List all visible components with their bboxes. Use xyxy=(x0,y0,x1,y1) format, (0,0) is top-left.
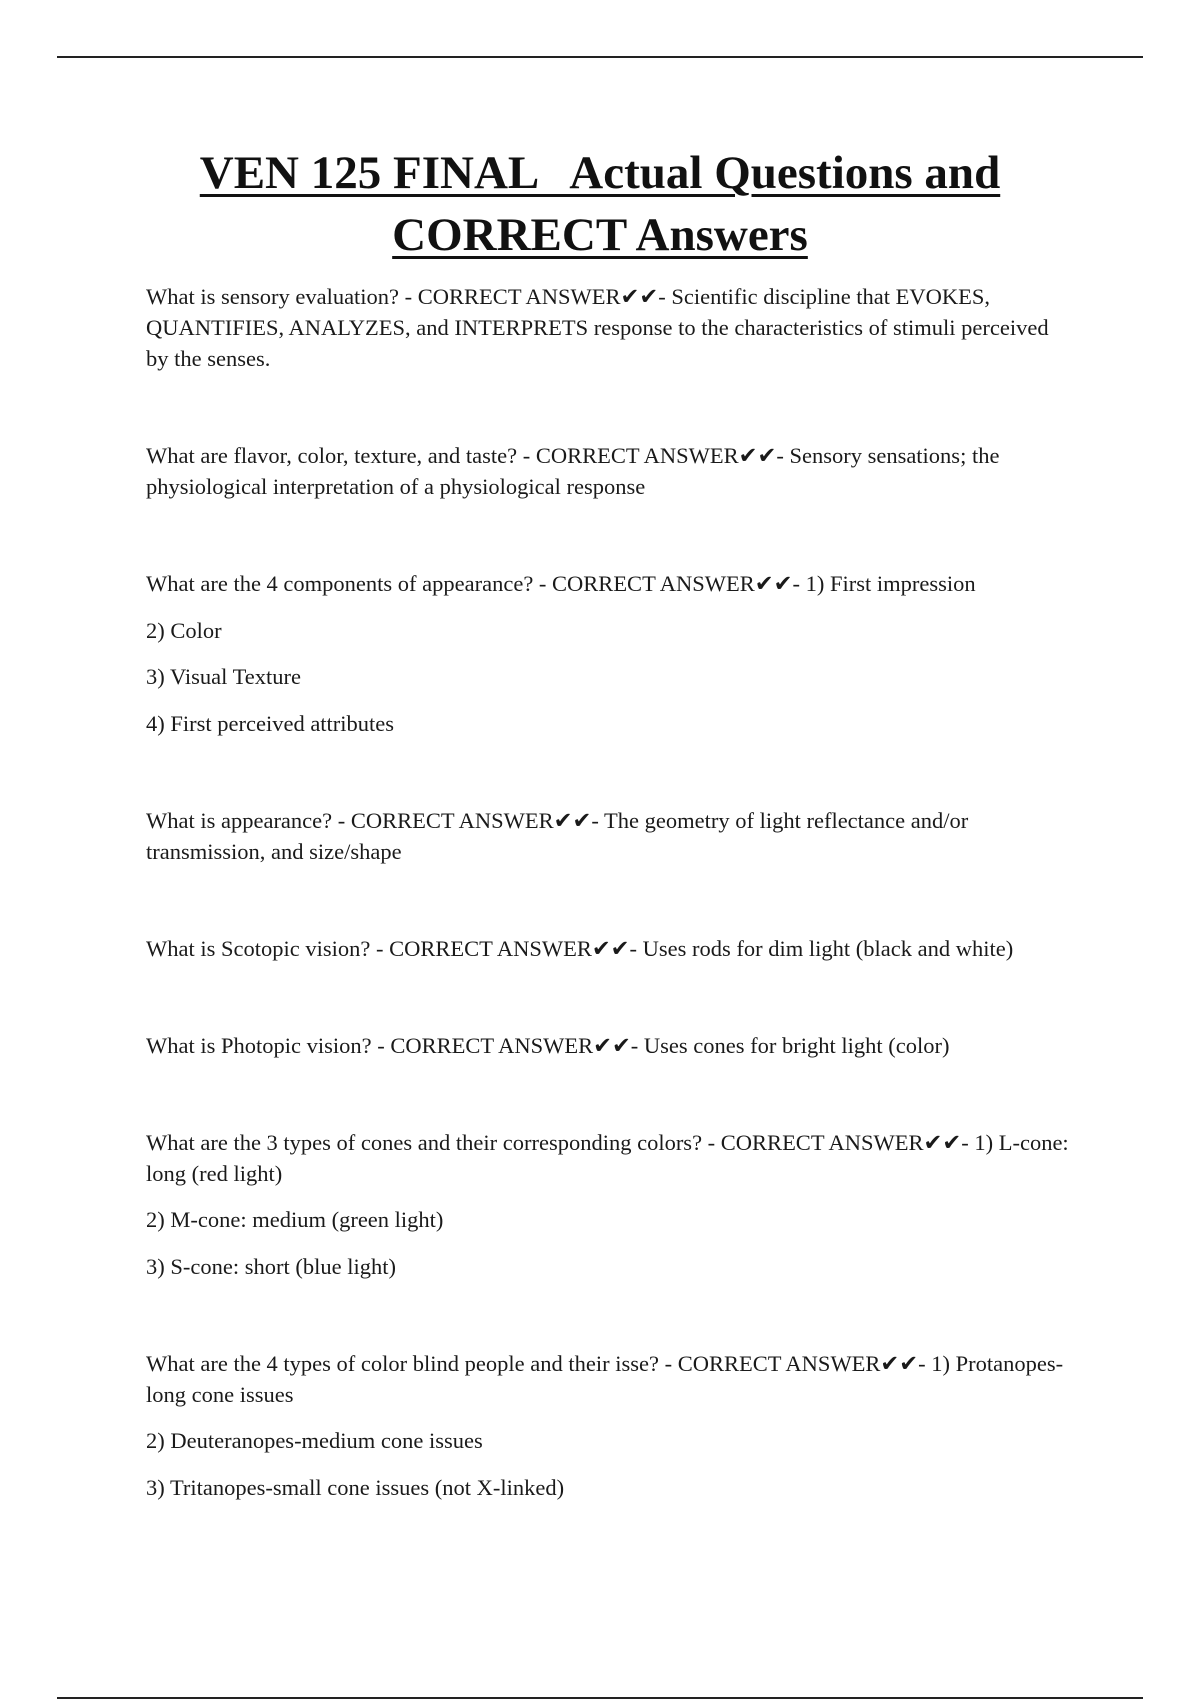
qa-item xyxy=(146,1348,1076,1503)
qa-list xyxy=(146,281,1076,1569)
qa-text: What are the 3 types of cones and their corresponding colors? - CORRECT ANSWER✔✔- 1) L-cone: long (red light) xyxy=(146,1129,1069,1186)
top-rule xyxy=(57,56,1143,58)
qa-list-entry: 3) Visual Texture xyxy=(146,664,301,689)
qa-item xyxy=(146,1127,1076,1282)
qa-text: What are flavor, color, texture, and taste? - CORRECT ANSWER✔✔- Sensory sensations; the physiological interpretation of a physiological response xyxy=(146,443,1000,499)
qa-text: What is sensory evaluation? - CORRECT ANSWER✔✔- Scientific discipline that EVOKES, QUANTIFIES, ANALYZES, and INTERPRETS response to the characteristics of stimuli perceived by the senses. xyxy=(146,284,1049,371)
qa-item xyxy=(146,440,1076,502)
qa-list-entry: 2) Color xyxy=(146,617,222,643)
qa-list-entry: 3) S-cone: short (blue light) xyxy=(146,1253,396,1279)
title-line-2: CORRECT Answers xyxy=(392,209,808,261)
document-title xyxy=(0,142,1200,266)
qa-list-entry: 2) M-cone: medium (green light) xyxy=(146,1207,444,1232)
qa-text: What is Photopic vision? - CORRECT ANSWER✔✔- Uses cones for bright light (color) xyxy=(146,1032,950,1058)
qa-item xyxy=(146,281,1076,374)
qa-item xyxy=(146,568,1076,739)
qa-item xyxy=(146,933,1076,964)
bottom-rule xyxy=(57,1697,1143,1699)
qa-list-entry: 3) Tritanopes-small cone issues (not X-linked) xyxy=(146,1474,565,1500)
qa-text: What is Scotopic vision? - CORRECT ANSWER✔✔- Uses rods for dim light (black and white) xyxy=(146,935,1014,961)
qa-text: What are the 4 components of appearance? - CORRECT ANSWER✔✔- 1) First impression xyxy=(146,571,976,596)
title-line-1: VEN 125 FINAL Actual Questions and xyxy=(199,147,1001,199)
qa-text: What are the 4 types of color blind people and their isse? - CORRECT ANSWER✔✔- 1) Protanopes- long cone issues xyxy=(146,1350,1064,1407)
qa-text: What is appearance? - CORRECT ANSWER✔✔- The geometry of light reflectance and/or transmission, and size/shape xyxy=(146,807,969,864)
qa-list-entry: 4) First perceived attributes xyxy=(146,710,395,736)
qa-item xyxy=(146,1030,1076,1061)
qa-list-entry: 2) Deuteranopes-medium cone issues xyxy=(146,1428,483,1453)
qa-item xyxy=(146,805,1076,867)
